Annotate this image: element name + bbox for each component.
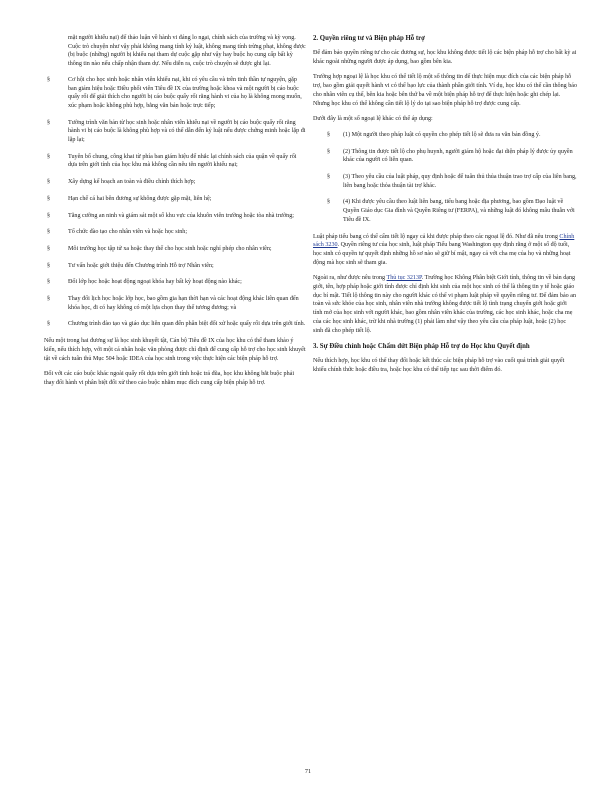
bullet-icon: § [327,174,330,181]
list-item: § (1) Một người theo pháp luật có quyền cho phép tiết lộ sẽ đưa ra văn bản đồng ý. [327,131,541,138]
list-item: § (4) Khi được yêu cầu theo luật liên bang, tiểu bang hoặc địa phương, bao gồm Đạo luật về Quyền Giáo dục Gia đình và Quyền Riêng tư (FERPA), và những luật đó không mâu thuẫn với Tiêu đề IX. [327,199,575,223]
list-item: § Chương trình đào tạo và giáo dục liên quan đến phân biệt đối xử hoặc quấy rối dựa trên giới tính. [47,321,306,328]
list-item: § Môi trường học tập tử xa hoặc thay thế cho học sinh hoặc nghỉ phép cho nhân viên; [47,245,272,252]
section-3-heading: 3. Sự Điều chỉnh hoặc Chấm dứt Biện pháp Hỗ trợ do Học khu Quyết định [313,343,530,351]
bullet-icon: § [327,148,330,155]
other-allegations-paragraph: Đối với các cáo buộc khác ngoài quấy rối dựa trên giới tính hoặc trả đũa, học khu không bắt buộc phải thay đổi hành vi phân biệt đối xử theo cáo buộc nhằm mục đích cung cấp biện pháp hỗ trợ. [44,371,295,386]
section-2-paragraph-5: Ngoài ra, như được nêu trong Thủ tục 3213P. Trường học Không Phân biệt Giới tính, thông tin về bản dạng giới, tên, hợp pháp hoặc giới tính được chỉ định khi sinh của một học sinh có thể là thông tin y tế hoặc giáo dục bí mật. Tiết lộ thông tin này cho người khác có thể vi phạm luật pháp về quyền riêng tư. Để đảm bảo an toàn và sức khỏe của học sinh, nhân viên nhà trường không được tiết lộ tình trạng chuyển giới hoặc giới tính mở của học sinh với người khác, bao gồm nhân viên khác của trường, các học sinh khác, hoặc cha mẹ của các học sinh khác, trừ khi nhà trường (1) phải làm như vậy theo yêu cầu của pháp luật, hoặc (2) học sinh đã cho phép tiết lộ. [313,275,577,334]
list-item: § (2) Thông tin được tiết lộ cho phụ huynh, người giám hộ hoặc đại diện pháp lý được ủy quyền khác của người có liên quan. [327,148,573,164]
section-3-paragraph-1: Nếu thích hợp, học khu có thể thay đổi hoặc kết thúc các biện pháp hỗ trợ vào cuối quá trình giải quyết khiếu chính thức hoặc điều tra, hoặc học khu có thể tiếp tục sau thời điểm đó. [313,358,565,373]
bullet-icon: § [47,229,50,236]
list-item: § Xây dựng kế hoạch an toàn và điều chỉnh thích hợp; [47,179,196,186]
policy-3230-link[interactable]: Chính sách 3230 [313,233,575,249]
bullet-icon: § [47,195,50,202]
list-item: § Tuyên bố chung, công khai từ phía ban giám hiệu để nhắc lại chính sách của quận về quấy rối dựa trên giới tính của học khu mà không cần nêu tên người khiếu nại; [47,153,297,169]
right-column [313,34,577,382]
exceptions-list [313,131,577,225]
section-2-paragraph-4: Luật pháp tiểu bang có thể cấm tiết lộ ngay cả khi được pháp theo các ngoại lệ đó. Như đã nêu trong Chính sách 3230. Quyền riêng tư của học sinh, luật pháp Tiểu bang Washington quy định rằng ở một số độ tuổi, học sinh có quyền tự quyết định những hồ sơ nào sẽ giữ bí mật, ngay cả với cha mẹ của họ và những hoạt động mà học sinh sẽ tham gia. [313,233,575,266]
supportive-measures-list [44,76,306,329]
bullet-icon: § [47,296,50,303]
list-item: § Thay đổi lịch học hoặc lớp học, bao gồm gia hạn thời hạn và các hoạt động khác liên quan đến khóa học, đi có hay không có một lựa chọn thay thế tương đương; và [47,296,299,311]
bullet-icon: § [47,245,50,252]
list-item: § Đổi lớp học hoặc hoạt động ngoại khóa hay bất kỳ hoạt động nào khác; [47,279,242,286]
list-item: § Cơ hội cho học sinh hoặc nhân viên khiếu nại, khi có yêu cầu và trên tinh thần tự nguyện, gặp ban giám hiệu hoặc Điều phối viên Tiêu đề IX của trường hoặc khoa và một người bị cáo buộc quấy rối để giải thích cho người bị cáo buộc quấy rối rằng hành vi của họ là không mong muốn, xúc phạm hoặc không phù hợp, bằng văn bản hoặc trực tiếp; [47,76,302,109]
list-item: § Tường trình văn bản từ học sinh hoặc nhân viên khiếu nại về người bị cáo buộc quấy rối rằng hành vi bị cáo buộc là không phù hợp và có thể dẫn đến kỷ luật nếu được chứng minh hoặc lặp đi lặp lại; [47,119,306,144]
list-item: § Tư vấn hoặc giới thiệu đến Chương trình Hỗ trợ Nhân viên; [47,262,214,269]
intro-continuation: mặt người khiếu nại) để thảo luận về hành vi đáng lo ngại, chính sách của trường và kỳ vọng. Cuộc trò chuyện như vậy phải không mang tính kỷ luật, không mang tính trừng phạt, không được (bị buộc (những) người bị khiếu nại tham dự cuộc gặp như vậy hay buộc họ cung cấp bất kỳ thông tin nào nếu chấp nhận tham dự. Nếu diễn ra, cuộc trò chuyện sẽ được ghi lại. [68,35,306,68]
section-2-paragraph-1: Để đảm bảo quyền riêng tư cho các đương sự, học khu không được tiết lộ các biện pháp hỗ trợ cho bất kỳ ai khác ngoài những người được áp dụng, bao gồm bên kia. [313,50,577,65]
left-column [44,34,306,395]
bullet-icon: § [47,262,50,269]
list-item: § (3) Theo yêu cầu của luật pháp, quy định hoặc để tuân thủ thủa thuận trao trợ cấp của liên bang, liên bang hoặc thỏa thuận tài trợ khác. [327,174,577,189]
page-number: 71 [304,768,312,775]
list-item: § Tăng cường an ninh và giám sát một số khu vực của khuôn viên trường hoặc tòa nhà trường; [47,212,294,219]
section-2-heading: 2. Quyền riêng tư và Biện pháp Hỗ trợ [313,35,425,42]
bullet-icon: § [47,119,50,126]
disability-paragraph: Nếu một trong hai đương sự là học sinh khuyết tật, Cán bộ Tiêu đề IX của học khu có thể tham khảo ý kiến, nếu thích hợp, với một cá nhân hoặc văn phòng được chỉ định để cung cấp hỗ trợ cho học sinh khuyết tật về cách tuân thủ Mục 504 hoặc IDEA của học sinh trong việc thực hiện các biện pháp hỗ trợ. [44,338,306,362]
bullet-icon: § [47,279,50,286]
section-2-paragraph-3: Dưới đây là một số ngoại lệ khác có thể áp dụng: [313,116,433,123]
bullet-icon: § [47,179,50,186]
bullet-icon: § [47,153,50,160]
list-item: § Tổ chức đào tạo cho nhân viên và hoặc học sinh; [47,229,188,236]
bullet-icon: § [47,212,50,219]
section-2-paragraph-2: Trường hợp ngoại lệ là học khu có thể tiết lộ một số thông tin để thực hiện mục đích của các biện pháp hỗ trợ, bao gồm giải quyết hành vi có thể bạo lực của thành phần giới tính. Ví dụ, học khu có thể cần thông báo cho nhân viên cụ thể, bên kia hoặc bên thứ ba về một biện pháp hỗ trợ để thực hiện hoặc ghi chép lại. Nhưng học khu có thể không cần tiết lộ lý do tại sao biện pháp hỗ trợ được cung cấp. [313,74,577,107]
list-item: § Hạn chế cá hai bên đương sự không được gặp mặt, liên hệ; [47,195,212,202]
bullet-icon: § [47,321,50,328]
bullet-icon: § [47,76,50,83]
bullet-icon: § [327,199,330,206]
procedure-3213p-link[interactable]: Thủ tục 3213P [386,275,422,282]
bullet-icon: § [327,131,330,138]
